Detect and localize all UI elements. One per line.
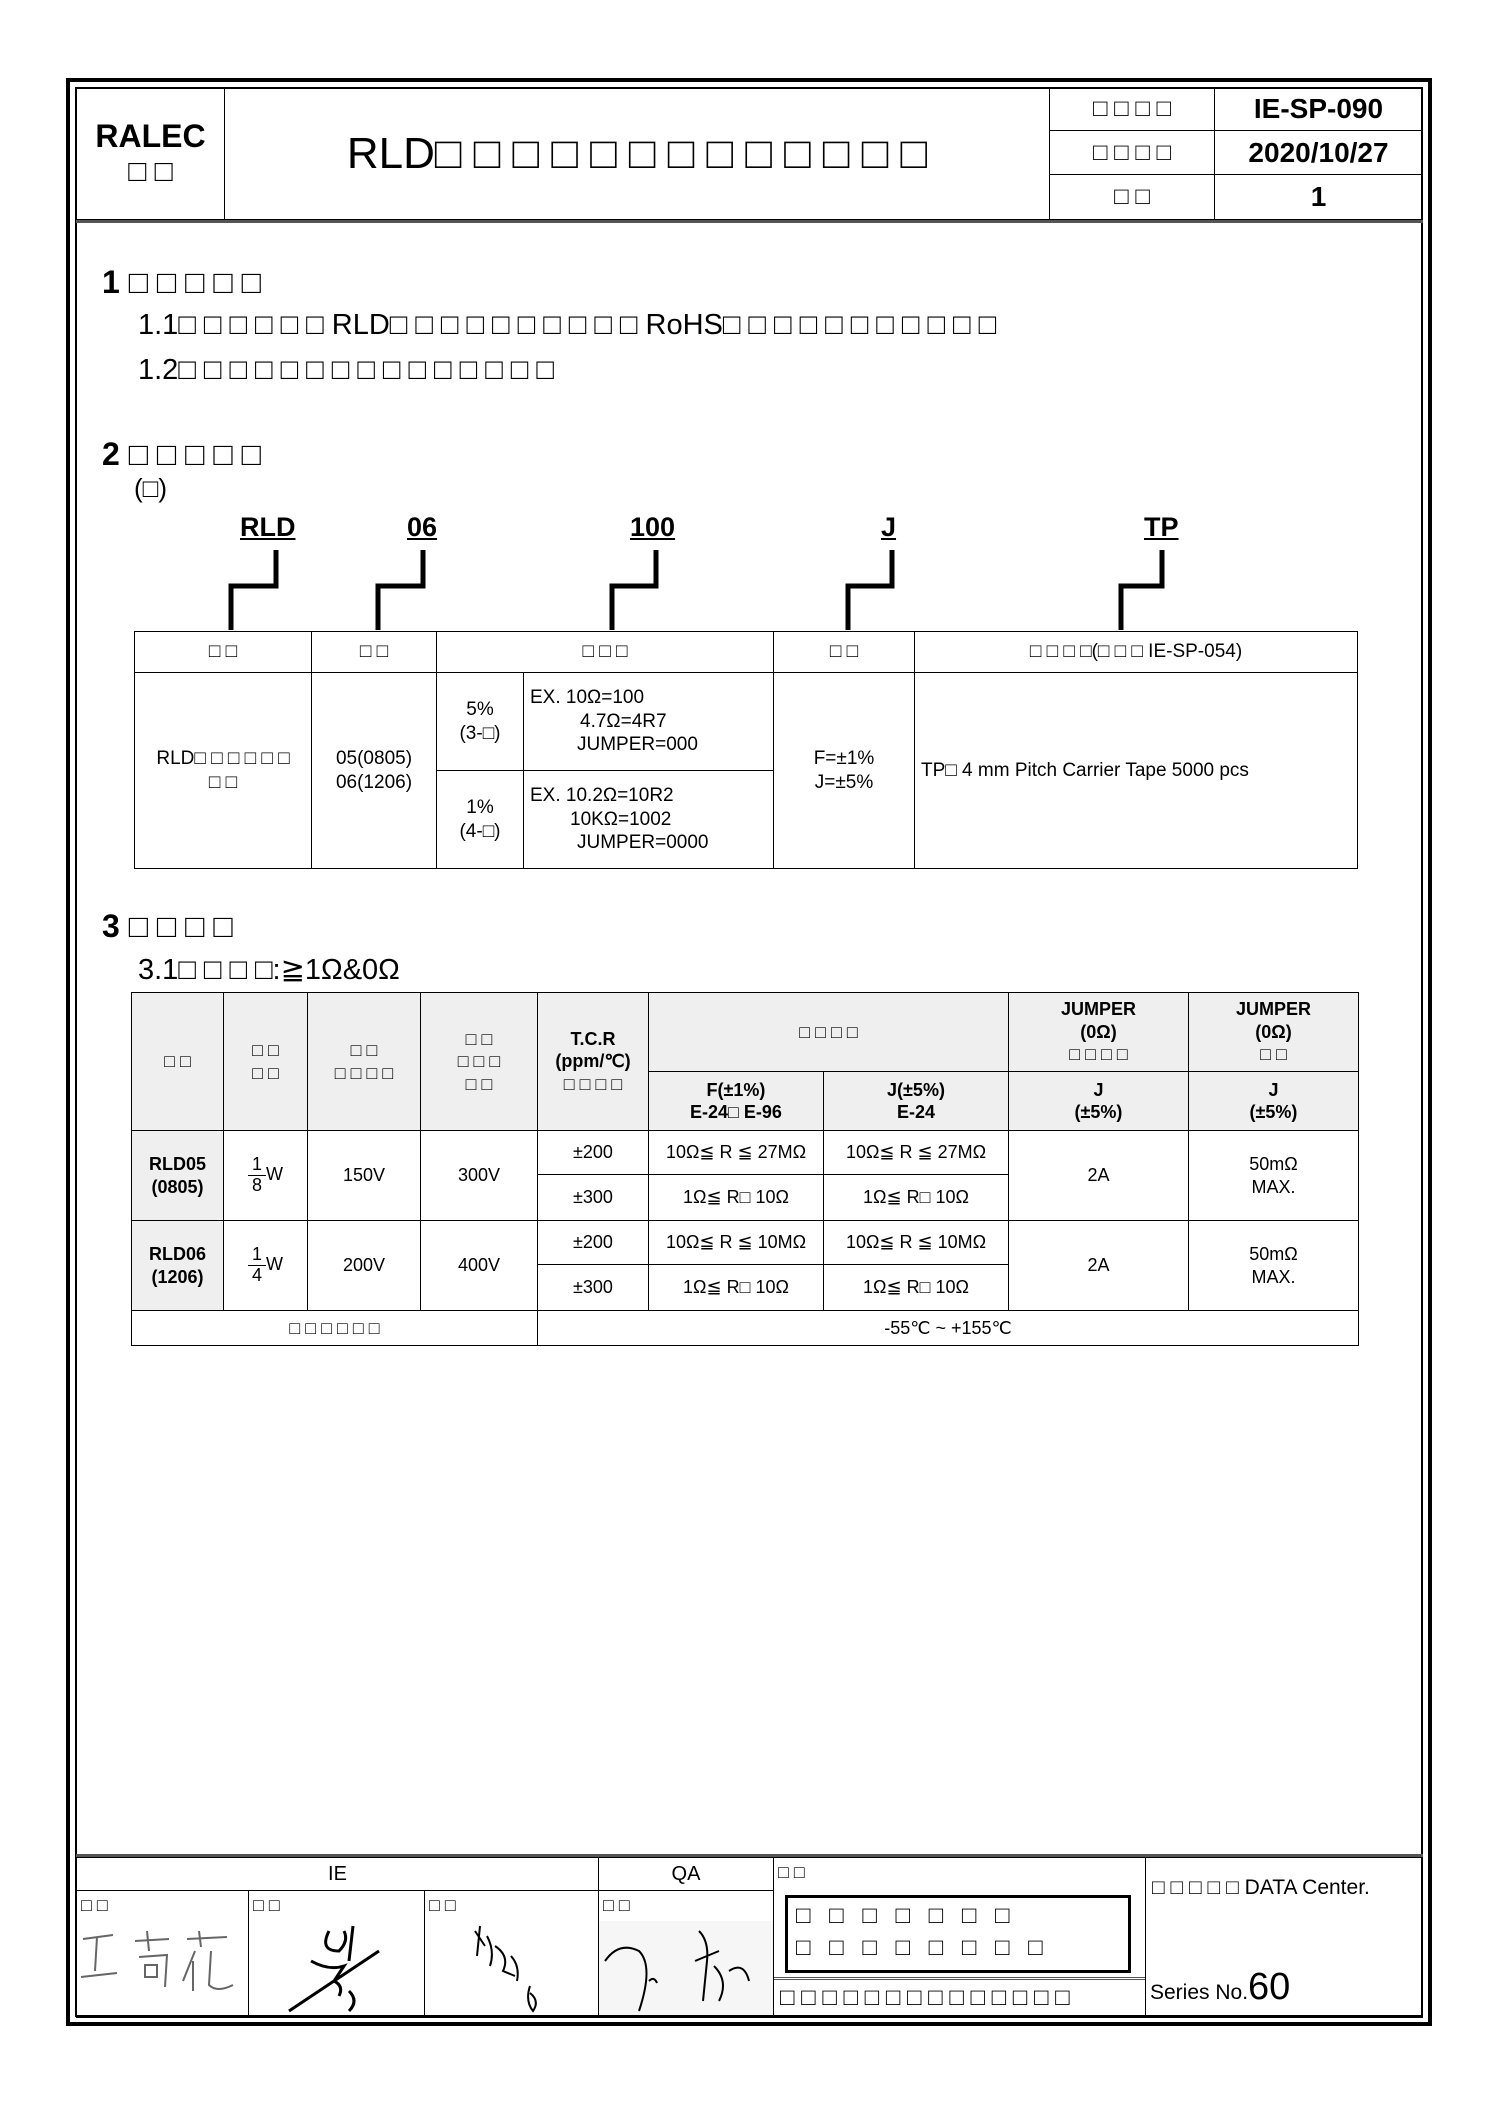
rt-h-jj1-l1: J xyxy=(1093,1079,1104,1100)
company-sub: □ □ xyxy=(128,155,173,188)
rt-h-type: □ □ xyxy=(132,993,224,1131)
power-num: 1 xyxy=(248,1155,266,1176)
rt-f-range: 10Ω≦ R ≦ 27MΩ xyxy=(649,1131,824,1175)
rt-j-range: 10Ω≦ R ≦ 27MΩ xyxy=(824,1131,1009,1175)
bracket-series xyxy=(231,550,276,630)
rt-h-overload-l3: □ □ xyxy=(465,1073,493,1094)
rt-power xyxy=(224,1131,308,1221)
section1-item2: 1.2□ □ □ □ □ □ □ □ □ □ □ □ □ □ □ xyxy=(138,354,554,386)
sign-label: □ □ xyxy=(603,1895,630,1915)
page-label: □ □ xyxy=(1049,174,1215,220)
rt-overload: 300V xyxy=(421,1131,538,1221)
rt-jcur: 2A xyxy=(1009,1131,1189,1221)
pn-tol-j: J=±5% xyxy=(814,771,874,793)
power-unit: W xyxy=(266,1164,283,1185)
stamp-row2: □ □ □ □ □ □ □ □ xyxy=(796,1934,1049,1961)
rt-j-range: 1Ω≦ R□ 10Ω xyxy=(824,1175,1009,1221)
code-bracket-lines xyxy=(0,0,1488,700)
countersign-box xyxy=(773,1857,1146,2018)
rt-h-power xyxy=(224,993,308,1131)
power-fraction xyxy=(248,1155,266,1196)
doc-no-label: □ □ □ □ xyxy=(1049,87,1215,131)
rt-h-power-l2: □ □ xyxy=(252,1062,279,1083)
bracket-resistance xyxy=(612,550,656,630)
pn-tol1-digits: (4-□) xyxy=(459,820,501,842)
rt-h-jcur xyxy=(1009,993,1189,1072)
signature-box-3 xyxy=(424,1890,599,2018)
rt-h-voltage xyxy=(308,993,421,1131)
rt-h-jres-l2: (0Ω) xyxy=(1255,1021,1292,1042)
rt-h-jcur-l1: JUMPER xyxy=(1060,999,1136,1020)
power-num: 1 xyxy=(248,1245,266,1266)
rt-j-range: 10Ω≦ R ≦ 10MΩ xyxy=(824,1221,1009,1265)
signature-2 xyxy=(249,1911,424,2016)
rt-h-jres xyxy=(1189,993,1359,1072)
rt-jres-l2: MAX. xyxy=(1251,1176,1296,1197)
rt-type xyxy=(132,1221,224,1311)
rt-h-f xyxy=(649,1072,824,1131)
rt-jres xyxy=(1189,1131,1359,1221)
pn-size-cell xyxy=(312,673,437,869)
rt-h-j xyxy=(824,1072,1009,1131)
rt-h-jj2-l1: J xyxy=(1268,1079,1279,1100)
pn-ex5-line1: EX. 10Ω=100 xyxy=(530,686,645,708)
pn-series-line2: □ □ xyxy=(208,771,238,793)
pn-size-0805: 05(0805) xyxy=(335,747,413,769)
power-unit: W xyxy=(266,1254,283,1275)
qa-header: QA xyxy=(598,1857,774,1891)
rt-temp-label: □ □ □ □ □ □ xyxy=(132,1311,538,1346)
rt-jcur: 2A xyxy=(1009,1221,1189,1311)
pn-ex5-line3: JUMPER=000 xyxy=(577,734,698,756)
signature-4 xyxy=(599,1921,773,2017)
rt-h-jj2-l2: (±5%) xyxy=(1249,1102,1298,1122)
bracket-size xyxy=(378,550,423,630)
series-label: Series No. xyxy=(1150,1981,1249,2004)
rt-type-l1: RLD05 xyxy=(148,1154,206,1174)
code-packing: TP xyxy=(1144,512,1179,542)
pn-ex1-line2: 10KΩ=1002 xyxy=(570,808,672,830)
rt-overload: 400V xyxy=(421,1221,538,1311)
ie-header: IE xyxy=(76,1857,599,1891)
rt-voltage: 150V xyxy=(308,1131,421,1221)
rt-h-f-l2: E-24□ E-96 xyxy=(690,1102,782,1122)
rt-f-range: 1Ω≦ R□ 10Ω xyxy=(649,1265,824,1311)
rt-h-overload xyxy=(421,993,538,1131)
sign-label: □ □ xyxy=(253,1895,280,1915)
pn-header-tolerance: □ □ xyxy=(774,632,915,673)
pn-header-size: □ □ xyxy=(312,632,437,673)
signature-box-4 xyxy=(598,1890,774,2018)
pn-tol-f: F=±1% xyxy=(813,747,875,769)
pn-series-line1: RLD□ □ □ □ □ □ xyxy=(156,747,290,769)
pn-header-packing: □ □ □ □(□ □ □ IE-SP-054) xyxy=(915,632,1358,673)
rt-voltage: 200V xyxy=(308,1221,421,1311)
part-number-table xyxy=(134,631,1358,869)
rt-jres xyxy=(1189,1221,1359,1311)
signature-box-2 xyxy=(248,1890,425,2018)
rt-h-jres-l1: JUMPER xyxy=(1235,999,1311,1020)
bracket-tolerance xyxy=(848,550,892,630)
rt-type-l2: (1206) xyxy=(151,1266,204,1287)
pn-tol5: 5% xyxy=(466,698,494,720)
pn-header-series: □ □ xyxy=(135,632,312,673)
pn-header-resistance: □ □ □ xyxy=(437,632,774,673)
rt-jres-l1: 50mΩ xyxy=(1249,1244,1298,1264)
rt-h-range: □ □ □ □ xyxy=(649,993,1009,1072)
pn-ex1-cell xyxy=(524,771,774,869)
rt-h-jj1-l2: (±5%) xyxy=(1074,1102,1123,1122)
rt-h-tcr-l2: (ppm/℃) xyxy=(555,1051,631,1072)
pn-series-cell xyxy=(135,673,312,869)
pn-tol1-cell xyxy=(437,771,524,869)
signature-3 xyxy=(425,1911,598,2016)
data-center-label: □ □ □ □ □ DATA Center. xyxy=(1152,1876,1370,1899)
company-name: RALEC xyxy=(95,118,206,154)
pn-tol5-cell xyxy=(437,673,524,771)
pn-ex5-line2: 4.7Ω=4R7 xyxy=(580,710,667,732)
code-size: 06 xyxy=(407,512,438,542)
data-center-box xyxy=(1145,1857,1423,2018)
rt-tcr: ±300 xyxy=(538,1175,649,1221)
rt-h-jcur-l3: □ □ □ □ xyxy=(1069,1044,1128,1065)
rt-h-jres-l3: □ □ xyxy=(1260,1044,1287,1065)
rt-f-range: 10Ω≦ R ≦ 10MΩ xyxy=(649,1221,824,1265)
section2-note: (□) xyxy=(134,473,168,503)
rt-h-power-l1: □ □ xyxy=(252,1040,279,1060)
rt-h-voltage-l1: □ □ xyxy=(350,1040,378,1060)
countersign-note: □ □ □ □ □ □ □ □ □ □ □ □ □ □ xyxy=(780,1984,1070,2011)
rt-type-l1: RLD06 xyxy=(148,1244,206,1264)
rt-power xyxy=(224,1221,308,1311)
series-value: 60 xyxy=(1248,1966,1291,2008)
rt-tcr: ±200 xyxy=(538,1131,649,1175)
rt-tcr: ±300 xyxy=(538,1265,649,1311)
code-resistance: 100 xyxy=(630,512,676,542)
rt-h-jj2 xyxy=(1189,1072,1359,1131)
rt-h-tcr xyxy=(538,993,649,1131)
rt-h-tcr-l3: □ □ □ □ xyxy=(563,1073,623,1094)
rt-j-range: 1Ω≦ R□ 10Ω xyxy=(824,1265,1009,1311)
pn-ex1-line3: JUMPER=0000 xyxy=(577,832,709,854)
pn-tolerance-cell xyxy=(774,673,915,869)
pn-ex5-cell xyxy=(524,673,774,771)
series-number xyxy=(1150,1966,1290,2009)
rt-h-voltage-l2: □ □ □ □ xyxy=(334,1062,394,1083)
rt-jres-l2: MAX. xyxy=(1251,1266,1296,1287)
countersign-label: □ □ xyxy=(778,1862,805,1882)
section3-subtitle: 3.1□ □ □ □:≧1Ω&0Ω xyxy=(138,954,400,986)
pn-tol5-digits: (3-□) xyxy=(459,722,501,744)
table-row xyxy=(132,1311,1359,1346)
doc-no: IE-SP-090 xyxy=(1214,87,1423,131)
section2-title: 2 □ □ □ □ □ xyxy=(102,436,261,472)
sign-label: □ □ xyxy=(81,1895,108,1915)
pn-ex1-line1: EX. 10.2Ω=10R2 xyxy=(530,784,674,806)
document-title: RLD□ □ □ □ □ □ □ □ □ □ □ □ □ xyxy=(224,87,1050,220)
section3-title: 3 □ □ □ □ xyxy=(102,908,233,944)
pn-tol1: 1% xyxy=(466,796,494,818)
countersign-divider xyxy=(774,1977,1145,1980)
rt-type-l2: (0805) xyxy=(151,1176,204,1197)
table-row xyxy=(132,1221,1359,1265)
stamp-row1: □ □ □ □ □ □ □ xyxy=(796,1902,1016,1929)
rating-table xyxy=(131,992,1359,1346)
doc-date: 2020/10/27 xyxy=(1214,130,1423,175)
rt-h-overload-l1: □ □ xyxy=(465,1028,493,1049)
signature-box-1 xyxy=(76,1890,249,2018)
pn-packing-cell: TP□ 4 mm Pitch Carrier Tape 5000 pcs xyxy=(915,673,1358,869)
page-number: 1 xyxy=(1214,174,1423,220)
table-row xyxy=(132,1131,1359,1175)
power-fraction xyxy=(248,1245,266,1286)
rt-h-j-l1: J(±5%) xyxy=(887,1079,945,1100)
rt-h-tcr-l1: T.C.R xyxy=(570,1028,616,1049)
section1-title: 1 □ □ □ □ □ xyxy=(102,264,261,300)
signature-1 xyxy=(77,1921,247,2011)
sign-label: □ □ xyxy=(429,1895,456,1915)
rt-h-f-l1: F(±1%) xyxy=(706,1079,766,1100)
pn-size-1206: 06(1206) xyxy=(335,771,413,793)
rt-h-j-l2: E-24 xyxy=(896,1102,936,1122)
rt-h-jcur-l2: (0Ω) xyxy=(1080,1021,1117,1042)
code-series: RLD xyxy=(240,512,296,542)
power-den: 8 xyxy=(251,1175,262,1195)
rt-jres-l1: 50mΩ xyxy=(1249,1154,1298,1174)
rt-h-jj1 xyxy=(1009,1072,1189,1131)
rt-type xyxy=(132,1131,224,1221)
power-den: 4 xyxy=(251,1265,262,1285)
controlled-stamp xyxy=(785,1895,1131,1973)
code-tolerance: J xyxy=(881,512,897,542)
section1-item1: 1.1□ □ □ □ □ □ RLD□ □ □ □ □ □ □ □ □ □ RoHS□ □ □ □ □ □ □ □ □ □ □ xyxy=(138,309,997,341)
rt-tcr: ±200 xyxy=(538,1221,649,1265)
rt-f-range: 1Ω≦ R□ 10Ω xyxy=(649,1175,824,1221)
rt-temp-value: -55℃ ~ +155℃ xyxy=(538,1311,1359,1346)
date-label: □ □ □ □ xyxy=(1049,130,1215,175)
bracket-packing xyxy=(1121,550,1162,630)
rt-h-overload-l2: □ □ □ xyxy=(457,1051,501,1072)
